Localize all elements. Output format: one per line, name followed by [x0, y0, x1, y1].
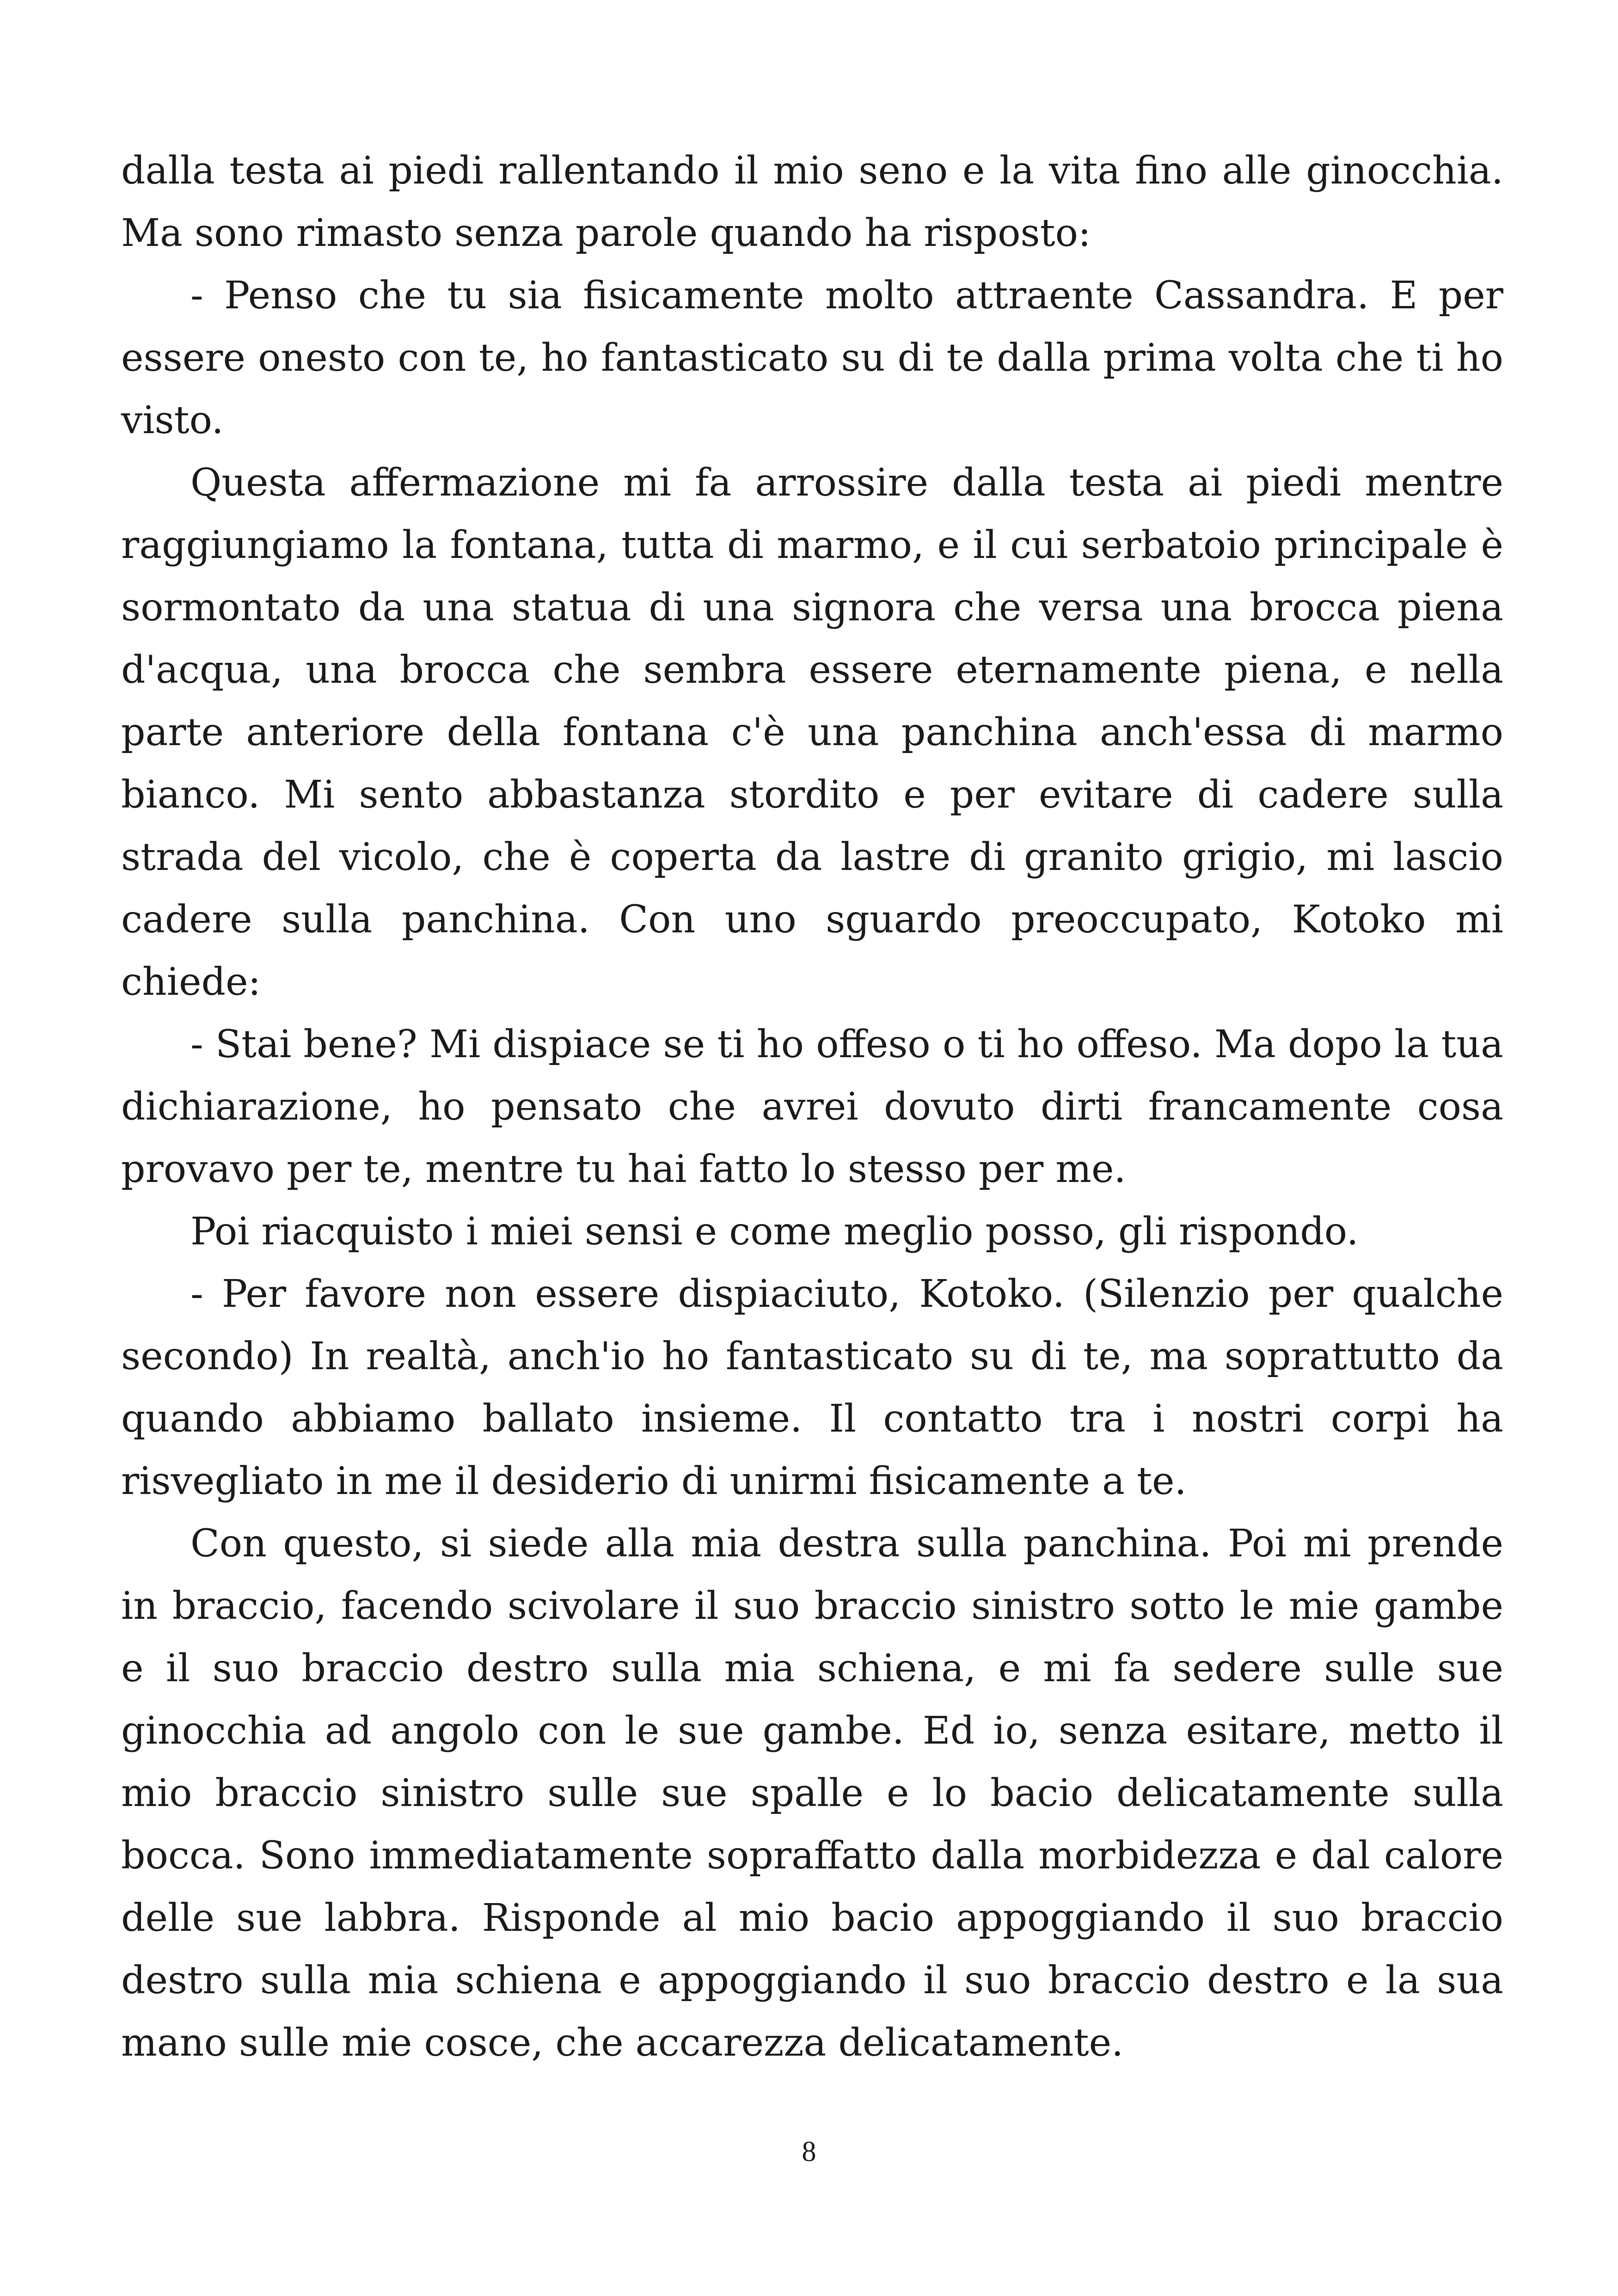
paragraph-4: - Stai bene? Mi dispiace se ti ho offeso o ti ho offeso. Ma dopo la tua dichiarazione, ho pensato che avrei dovuto dirti francamente cosa provavo per te, mentre tu hai fatto lo stesso per me.	[121, 1022, 1503, 1191]
body-text	[121, 140, 1503, 2074]
paragraph-7: Con questo, si siede alla mia destra sulla panchina. Poi mi prende in braccio, facendo scivolare il suo braccio sinistro sotto le mie gambe e il suo braccio destro sulla mia schiena, e mi fa sedere sulle sue ginocchia ad angolo con le sue gambe. Ed io, senza esitare, metto il mio braccio sinistro sulle sue spalle e lo bacio delicatamente sulla bocca. Sono immediatamente sopraffatto dalla morbidezza e dal calore delle sue labbra. Risponde al mio bacio appoggiando il suo braccio destro sulla mia schiena e appoggiando il suo braccio destro e la sua mano sulle mie cosce, che accarezza delicatamente.	[121, 1522, 1503, 2065]
paragraph-1: dalla testa ai piedi rallentando il mio seno e la vita fino alle ginocchia. Ma sono rimasto senza parole quando ha risposto:	[121, 149, 1503, 255]
paragraph-3: Questa affermazione mi fa arrossire dalla testa ai piedi mentre raggiungiamo la fontana, tutta di marmo, e il cui serbatoio principale è sormontato da una statua di una signora che versa una brocca piena d'acqua, una brocca che sembra essere eternamente piena, e nella parte anteriore della fontana c'è una panchina anch'essa di marmo bianco. Mi sento abbastanza stordito e per evitare di cadere sulla strada del vicolo, che è coperta da lastre di granito grigio, mi lascio cadere sulla panchina. Con uno sguardo preoccupato, Kotoko mi chiede:	[121, 461, 1503, 1004]
paragraph-6: - Per favore non essere dispiaciuto, Kotoko. (Silenzio per qualche secondo) In realtà, anch'io ho fantasticato su di te, ma soprattutto da quando abbiamo ballato insieme. Il contatto tra i nostri corpi ha risvegliato in me il desiderio di unirmi fisicamente a te.	[121, 1272, 1503, 1503]
paragraph-5: Poi riacquisto i miei sensi e come meglio posso, gli rispondo.	[190, 1210, 1359, 1254]
page-number: 8	[802, 2136, 816, 2167]
paragraph-2: - Penso che tu sia fisicamente molto attraente Cassandra. E per essere onesto con te, ho fantasticato su di te dalla prima volta che ti ho visto.	[121, 274, 1503, 442]
